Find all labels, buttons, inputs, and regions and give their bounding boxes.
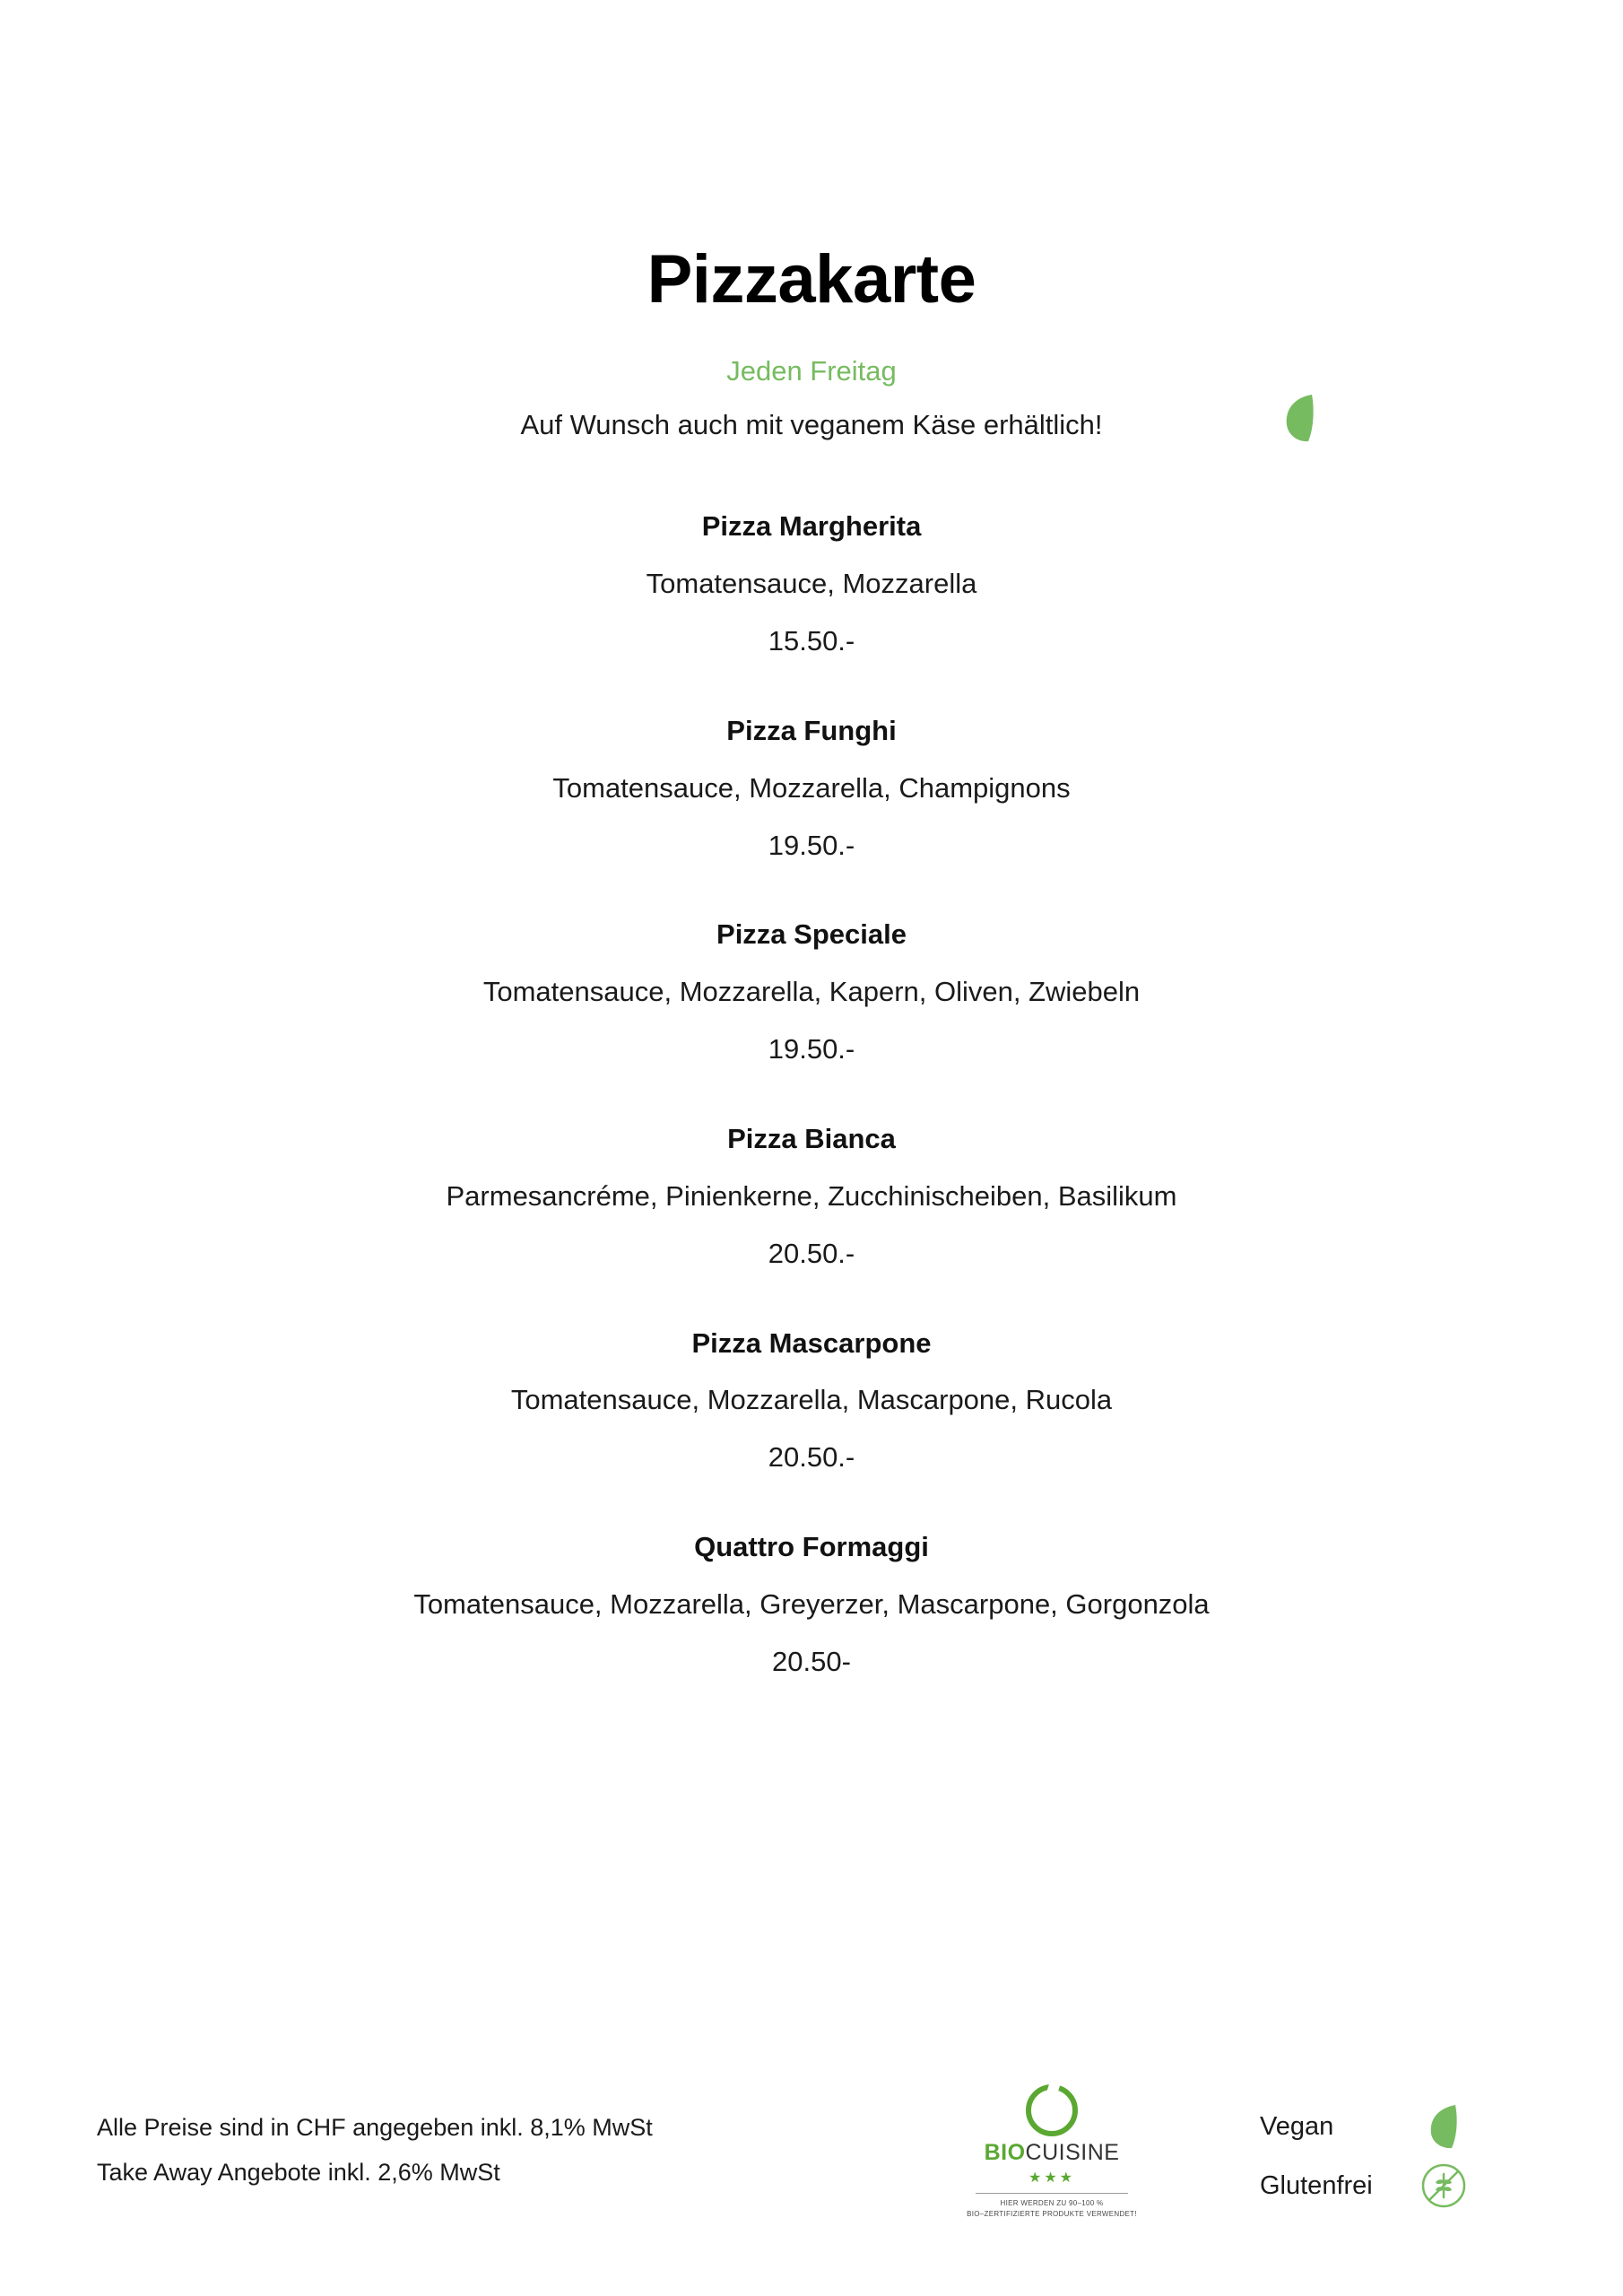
bio-cuisine-logo [962, 2084, 1141, 2220]
legend-item-glutenfree [1260, 2156, 1529, 2215]
menu-item [0, 916, 1623, 1068]
menu-item [0, 1325, 1623, 1477]
legend-label: Glutenfrei [1260, 2170, 1373, 2200]
leaf-icon [1284, 393, 1315, 443]
page-subtitle: Jeden Freitag [726, 354, 897, 387]
menu-item-name: Pizza Funghi [726, 714, 897, 746]
menu-item [0, 1528, 1623, 1681]
menu-item-description: Tomatensauce, Mozzarella, Greyerzer, Mascarpone, Gorgonzola [413, 1587, 1210, 1620]
menu-item-name: Pizza Bianca [727, 1122, 896, 1154]
legal-notice [97, 2106, 653, 2196]
legend-label: Vegan [1260, 2111, 1334, 2141]
bio-brand-light: CUISINE [1025, 2140, 1120, 2165]
menu-item-name: Pizza Mascarpone [691, 1326, 932, 1359]
bio-wordmark [962, 2142, 1141, 2164]
menu-item-price: 20.50.- [768, 1441, 855, 1474]
menu-item [0, 508, 1623, 660]
menu-list [0, 508, 1623, 1680]
menu-item-price: 20.50.- [768, 1237, 855, 1269]
menu-item-name: Pizza Speciale [716, 918, 907, 951]
menu-item-description: Tomatensauce, Mozzarella, Champignons [552, 771, 1071, 804]
bio-ring-icon [1026, 2084, 1078, 2136]
menu-item-description: Tomatensauce, Mozzarella [646, 568, 977, 600]
menu-item [0, 712, 1623, 865]
allergen-legend [1260, 2097, 1529, 2215]
leaf-icon [1417, 2100, 1471, 2153]
divider [976, 2193, 1128, 2194]
menu-item-description: Tomatensauce, Mozzarella, Kapern, Oliven, Zwiebeln [482, 976, 1141, 1008]
page-footer [0, 2063, 1623, 2296]
legal-line-1: Alle Preise sind in CHF angegeben inkl. 8,1% MwSt [97, 2114, 653, 2141]
menu-item-price: 19.50.- [768, 1033, 855, 1065]
page-title: Pizzakarte [647, 241, 976, 317]
bio-fine-line-2: BIO–ZERTIFIZIERTE PRODUKTE VERWENDET! [967, 2210, 1137, 2218]
legend-item-vegan [1260, 2097, 1529, 2156]
menu-item-price: 15.50.- [768, 625, 855, 657]
menu-item-name: Quattro Formaggi [694, 1531, 929, 1563]
page-note: Auf Wunsch auch mit veganem Käse erhältlich! [520, 409, 1103, 441]
bio-stars: ★★★ [1028, 2170, 1076, 2186]
menu-item [0, 1120, 1623, 1273]
menu-item-price: 19.50.- [768, 829, 855, 861]
menu-item-description: Parmesancréme, Pinienkerne, Zucchinischeiben, Basilikum [446, 1179, 1177, 1212]
legal-line-2: Take Away Angebote inkl. 2,6% MwSt [97, 2158, 500, 2186]
bio-fine-line-1: HIER WERDEN ZU 90–100 % [1000, 2199, 1104, 2207]
menu-item-description: Tomatensauce, Mozzarella, Mascarpone, Rucola [510, 1384, 1113, 1416]
gluten-free-icon [1417, 2159, 1471, 2213]
menu-item-name: Pizza Margherita [701, 510, 922, 543]
menu-item-price: 20.50- [772, 1645, 851, 1677]
bio-brand-bold: BIO [984, 2140, 1026, 2165]
